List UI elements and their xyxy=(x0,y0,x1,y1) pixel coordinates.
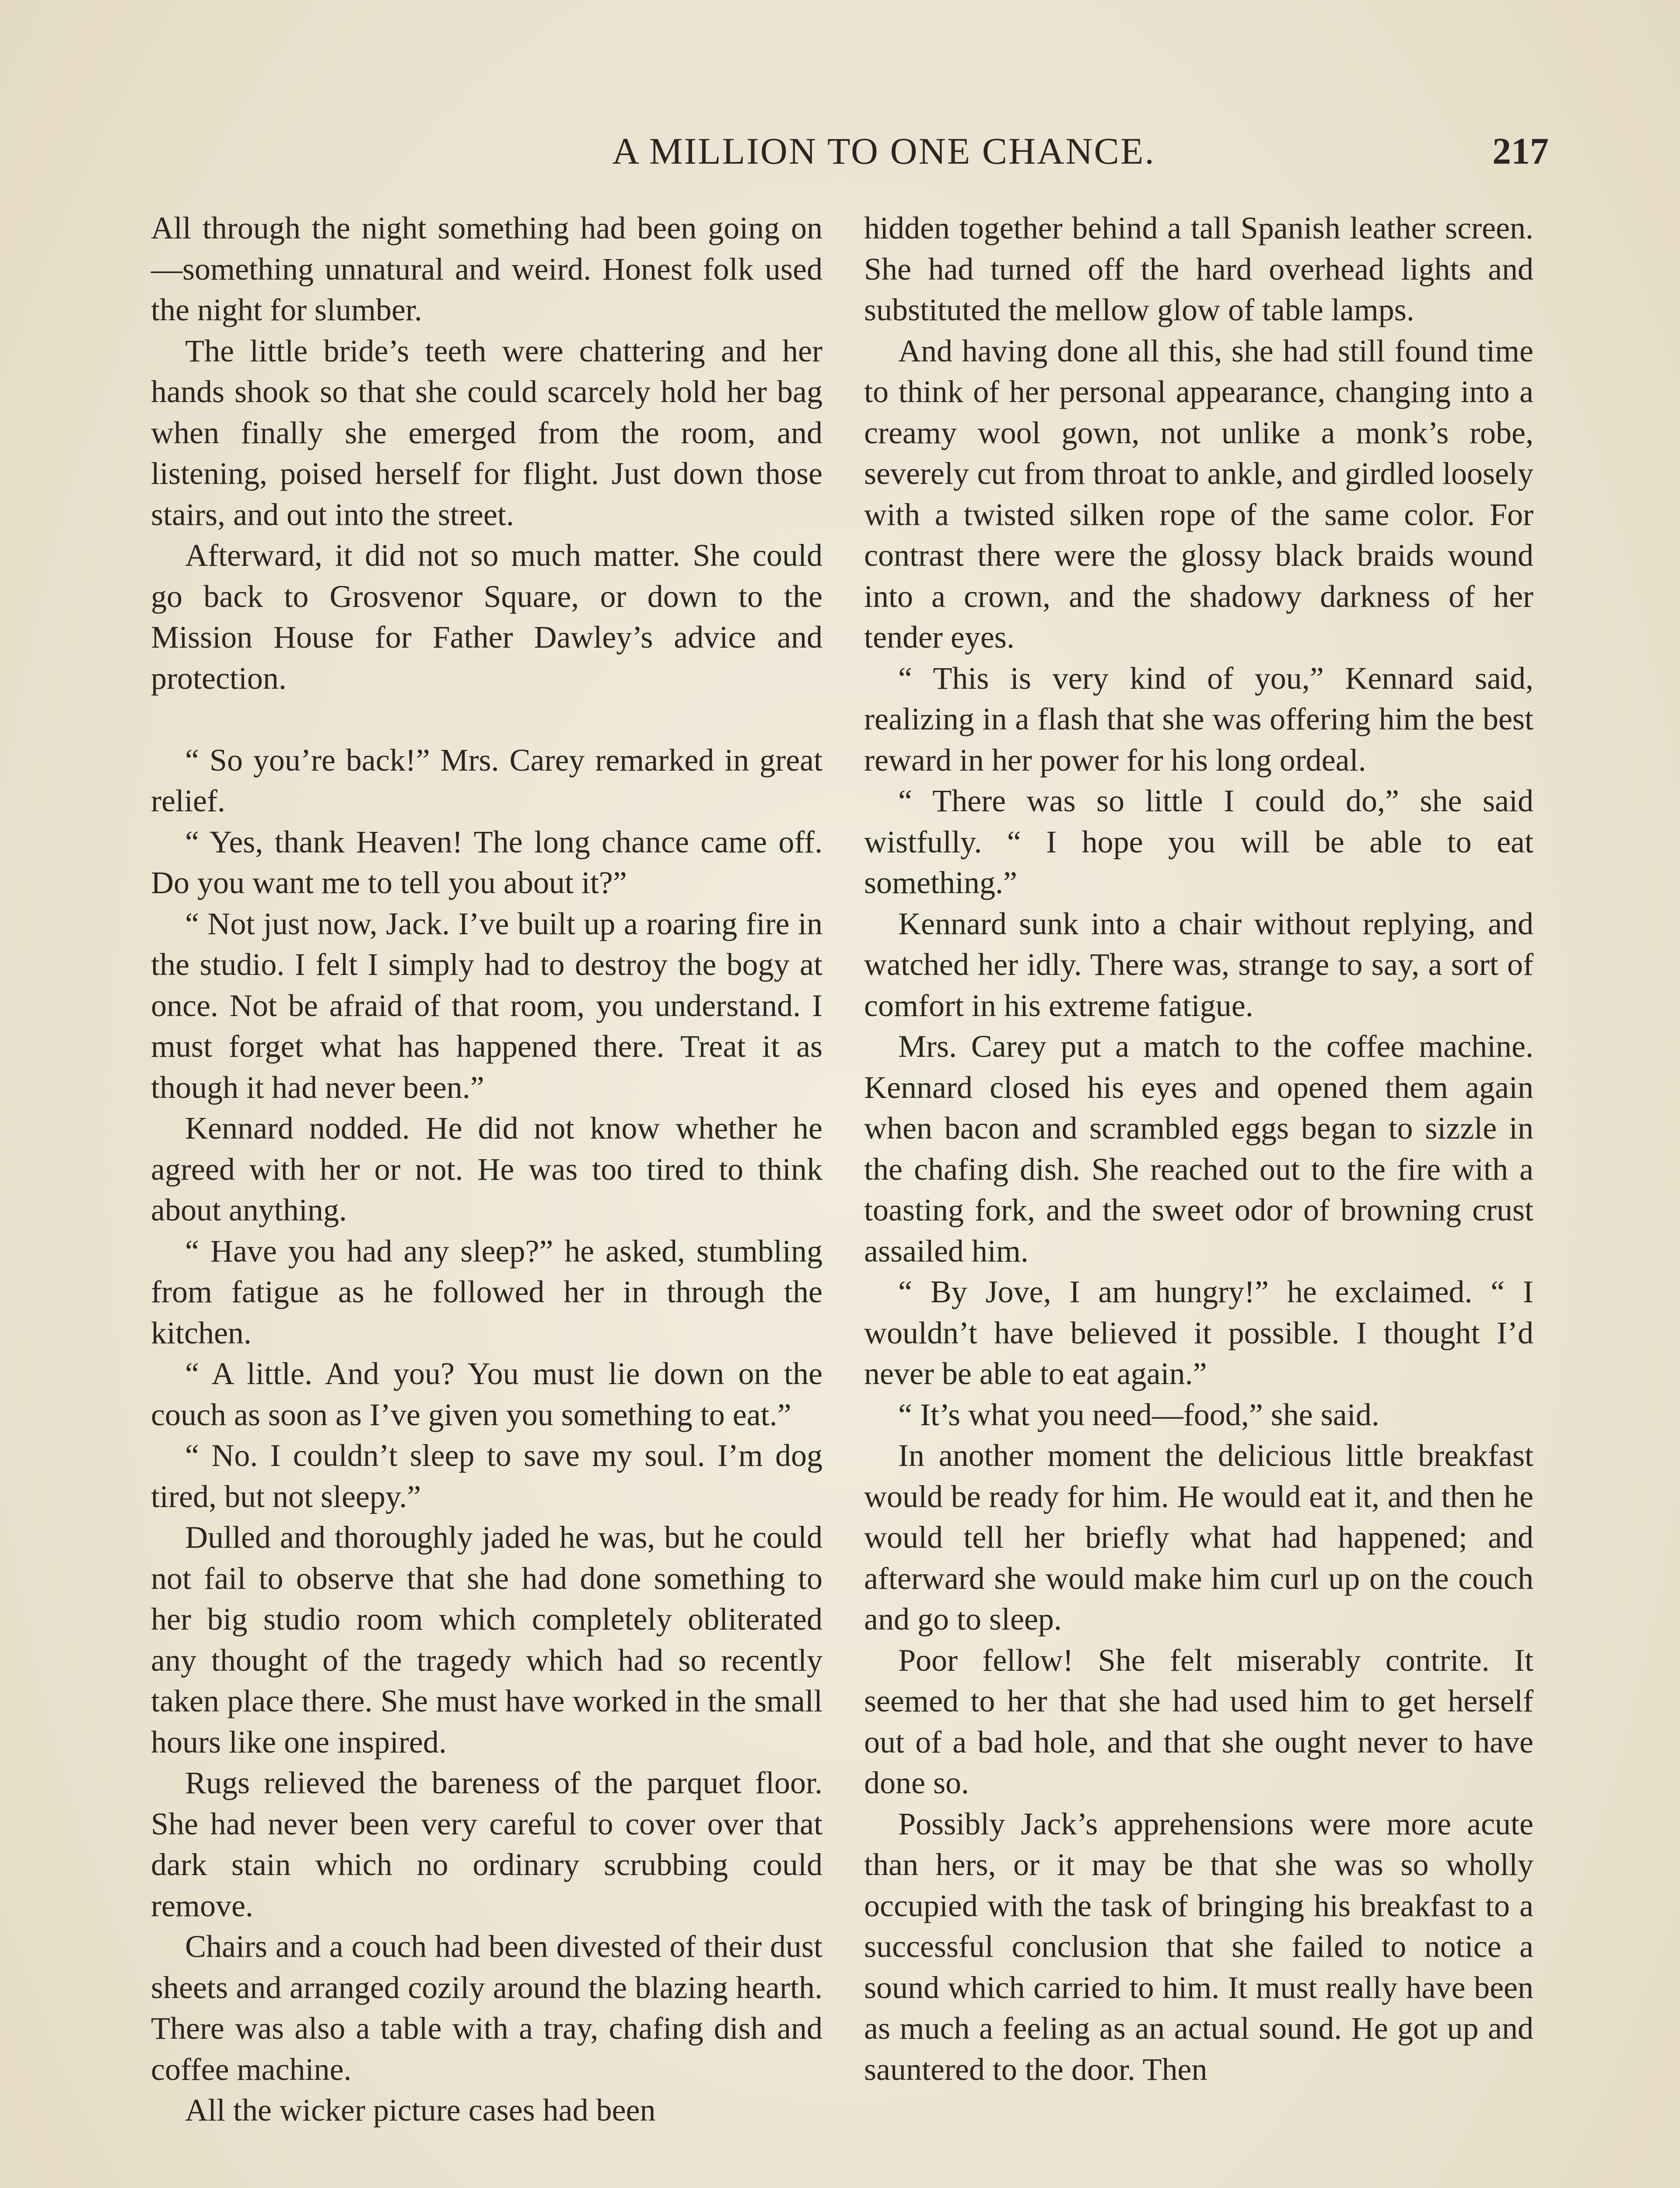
right-text-column xyxy=(864,208,1533,2090)
paragraph: Dulled and thoroughly jaded he was, but he could not fail to observe that she had done something to her big studio room which completely obliterated any thought of the tragedy which had so recently taken place there. She must have worked in the small hours like one inspired. xyxy=(151,1520,822,1760)
paragraph: And having done all this, she had still found time to think of her personal appearance, changing into a creamy wool gown, not unlike a monk’s robe, severely cut from throat to ankle, and girdled loosely with a twisted silken rope of the same color. For contrast there were the glossy black braids wound into a crown, and the shadowy darkness of her tender eyes. xyxy=(864,333,1533,655)
paragraph: “ There was so little I could do,” she said wistfully. “ I hope you will be able to eat something.” xyxy=(864,783,1533,900)
paragraph: “ No. I couldn’t sleep to save my soul. I’m dog tired, but not sleepy.” xyxy=(151,1438,822,1514)
paragraph: Chairs and a couch had been divested of their dust sheets and arranged cozily around the blazing hearth. There was also a table with a tray, chafing dish and coffee machine. xyxy=(151,1929,822,2087)
paragraph: Mrs. Carey put a match to the coffee machine. Kennard closed his eyes and opened them again when bacon and scrambled eggs began to sizzle in the chafing dish. She reached out to the fire with a toasting fork, and the sweet odor of browning crust assailed him. xyxy=(864,1029,1533,1269)
paragraph: “ Have you had any sleep?” he asked, stumbling from fatigue as he followed her in through the kitchen. xyxy=(151,1233,822,1350)
paragraph: “ A little. And you? You must lie down on the couch as soon as I’ve given you something to eat.” xyxy=(151,1356,822,1432)
paragraph: All through the night something had been going on—something unnatural and weird. Honest folk used the night for slumber. xyxy=(151,210,822,327)
paragraph: “ It’s what you need—food,” she said. xyxy=(898,1397,1379,1432)
paragraph: “ Yes, thank Heaven! The long chance came off. Do you want me to tell you about it?” xyxy=(151,824,822,900)
page-number: 217 xyxy=(1492,130,1549,172)
running-title: A MILLION TO ONE CHANCE. xyxy=(612,130,1155,172)
paragraph: Rugs relieved the bareness of the parquet floor. She had never been very careful to cover over that dark stain which no ordinary scrubbing could remove. xyxy=(151,1765,822,1923)
paragraph: “ This is very kind of you,” Kennard said, realizing in a flash that she was offering him the best reward in her power for his long ordeal. xyxy=(864,660,1533,778)
paragraph: “ By Jove, I am hungry!” he exclaimed. “ I wouldn’t have believed it possible. I thought I’d never be able to eat again.” xyxy=(864,1274,1533,1391)
paragraph: Afterward, it did not so much matter. She could go back to Grosvenor Square, or down to the Mission House for Father Dawley’s advice and protection. xyxy=(151,538,822,696)
paragraph: “ So you’re back!” Mrs. Carey remarked in great relief. xyxy=(151,742,822,818)
left-text-column xyxy=(151,208,822,2131)
paragraph: Poor fellow! She felt miserably contrite. It seemed to her that she had used him to get herself out of a bad hole, and that she ought never to have done so. xyxy=(864,1642,1533,1800)
paragraph: “ Not just now, Jack. I’ve built up a roaring fire in the studio. I felt I simply had to destroy the bogy at once. Not be afraid of that room, you understand. I must forget what has happened there. Treat it as though it had never been.” xyxy=(151,906,822,1105)
paragraph: Kennard nodded. He did not know whether he agreed with her or not. He was too tired to think about anything. xyxy=(151,1111,822,1227)
page-header xyxy=(149,127,1549,175)
paragraph: Possibly Jack’s apprehensions were more acute than hers, or it may be that she was so wholly occupied with the task of bringing his breakfast to a successful conclusion that she failed to notice a sound which carried to him. It must really have been as much a feeling as an actual sound. He got up and sauntered to the door. Then xyxy=(864,1806,1533,2087)
paragraph: In another moment the delicious little breakfast would be ready for him. He would eat it, and then he would tell her briefly what had happened; and afterward she would make him curl up on the couch and go to sleep. xyxy=(864,1438,1533,1637)
paragraph: The little bride’s teeth were chattering and her hands shook so that she could scarcely hold her bag when finally she emerged from the room, and listening, poised herself for flight. Just down those stairs, and out into the street. xyxy=(151,333,822,532)
paragraph: Kennard sunk into a chair without replying, and watched her idly. There was, strange to say, a sort of comfort in his extreme fatigue. xyxy=(864,906,1533,1023)
paragraph: hidden together behind a tall Spanish leather screen. She had turned off the hard overhead lights and substituted the mellow glow of table lamps. xyxy=(864,210,1533,327)
paragraph: All the wicker picture cases had been xyxy=(185,2093,656,2128)
